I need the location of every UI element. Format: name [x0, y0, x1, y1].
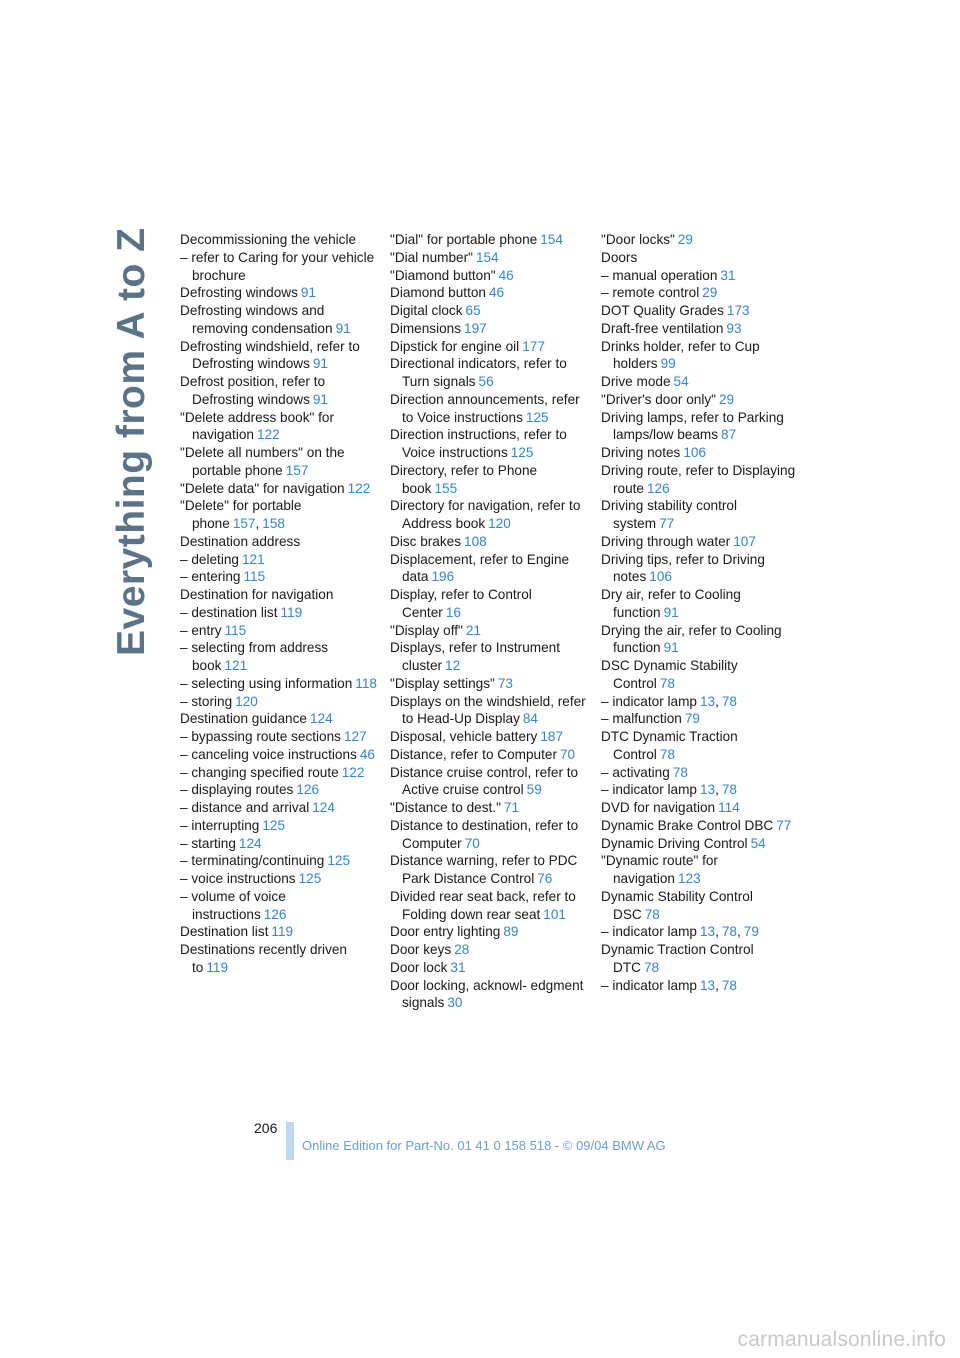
index-entry-text: Dimensions — [390, 320, 462, 336]
index-entry-text: "Delete all numbers" on the portable phone — [180, 445, 345, 478]
page-reference-link[interactable]: 70 — [559, 746, 576, 762]
index-entry-text: Door keys — [390, 942, 452, 957]
index-entry — [180, 817, 380, 835]
index-entry — [390, 355, 590, 391]
page-reference-link[interactable]: 196 — [431, 569, 455, 585]
page-reference-link[interactable]: 79 — [684, 711, 700, 727]
page-reference-link[interactable]: 91 — [663, 640, 679, 656]
index-entry-text: "Delete address book" for navigation — [180, 409, 334, 443]
index-entry — [180, 764, 380, 782]
index-entry-text: – entering — [180, 569, 241, 585]
index-entry-text: Doors — [601, 249, 638, 265]
page-reference-link[interactable]: 123 — [677, 871, 701, 886]
index-entry-text: Dynamic Stability Control DSC — [601, 888, 753, 922]
index-entry — [390, 462, 590, 498]
index-entry-text: – indicator lamp — [601, 693, 697, 709]
page-reference-link[interactable]: 78 — [721, 693, 737, 709]
index-entry — [601, 320, 801, 338]
index-entry — [180, 728, 380, 746]
page-reference-link[interactable]: 154 — [540, 232, 563, 247]
index-entry-text: Driving notes — [601, 445, 681, 460]
index-entry-text: Defrosting windows — [180, 285, 298, 301]
index-entry-text: "Delete data" for navigation — [180, 480, 345, 496]
index-entry-text: Disc brakes — [390, 533, 462, 549]
index-entry-text: Display, refer to Control Center — [390, 587, 532, 620]
index-entry-text: Displays, refer to Instrument cluster — [390, 640, 560, 673]
index-entry-text: – refer to Caring for your vehicle brochure — [180, 249, 375, 283]
page-reference-link[interactable]: 158 — [262, 516, 285, 531]
index-entry — [180, 799, 380, 817]
index-entry-text: Door entry lighting — [390, 924, 501, 940]
page-reference-link[interactable]: 89 — [503, 924, 519, 940]
index-entry: "Delete" for portable phone 157, 158 — [180, 498, 302, 531]
index-entry-text: Destinations recently driven to — [180, 942, 347, 975]
index-entry — [390, 959, 590, 977]
index-entry — [390, 426, 590, 462]
page-reference-link[interactable]: 125 — [525, 409, 549, 425]
page-reference-link[interactable]: 78 — [643, 959, 660, 975]
index-entry-text: "Display off" — [390, 622, 463, 638]
index-entry — [180, 249, 380, 285]
page-reference-link[interactable]: 157 — [232, 516, 256, 531]
page-reference-link[interactable]: 91 — [312, 391, 328, 407]
index-entry — [601, 817, 801, 835]
page-reference-link[interactable]: 121 — [224, 658, 248, 673]
page-reference-link[interactable]: 108 — [464, 533, 487, 549]
index-entry-text: Distance warning, refer to PDC Park Distance Control — [390, 853, 578, 886]
index-entry — [180, 710, 380, 728]
index-entry-text: Decommissioning the vehicle — [180, 232, 357, 247]
index-entry-text: Drinks holder, refer to Cup holders — [601, 338, 760, 372]
index-entry — [180, 373, 380, 409]
page-reference-link[interactable]: 125 — [262, 817, 286, 833]
page-reference-link[interactable]: 91 — [300, 285, 316, 301]
index-entry-text: "Dial" for portable phone — [390, 232, 538, 247]
page-reference-link[interactable]: 124 — [238, 835, 262, 851]
page-reference-link[interactable]: 46 — [359, 746, 375, 762]
page-reference-link[interactable]: 31 — [720, 267, 736, 283]
index-entry — [601, 551, 801, 587]
index-entry — [601, 444, 801, 462]
index-entry — [390, 320, 590, 338]
index-entry — [180, 852, 380, 870]
page-reference-link[interactable]: 157 — [285, 462, 309, 478]
page-reference-link[interactable]: 126 — [296, 782, 320, 798]
index-entry-text: "Display settings" — [390, 675, 495, 691]
index-entry — [180, 622, 380, 640]
index-entry — [180, 604, 380, 622]
index-entry — [390, 533, 590, 551]
index-entry-text: Dynamic Driving Control — [601, 835, 748, 851]
index-entry — [180, 923, 380, 941]
index-entry-text: Driving stability control system — [601, 498, 737, 531]
index-entry-text: Destination for navigation — [180, 587, 334, 602]
index-entry — [390, 675, 590, 693]
page-reference-link[interactable]: 119 — [206, 959, 229, 975]
index-entry — [601, 852, 801, 888]
index-entry — [180, 480, 380, 498]
index-entry-text: Driving route, refer to Displaying route — [601, 462, 796, 496]
index-entry-text: Digital clock — [390, 303, 463, 318]
index-entry — [180, 231, 380, 249]
index-entry — [180, 586, 380, 604]
index-entry — [601, 941, 801, 977]
index-entry-text: Distance cruise control, refer to Active cruise control — [390, 764, 579, 798]
page-reference-link[interactable]: 21 — [465, 622, 481, 638]
page-reference-link[interactable]: 65 — [465, 303, 481, 318]
page-reference-link[interactable]: 73 — [497, 675, 513, 691]
page-reference-link[interactable]: 187 — [540, 729, 564, 744]
index-entry-text: – bypassing route sections — [180, 729, 341, 744]
index-entry — [180, 693, 380, 711]
page-reference-link[interactable]: 122 — [341, 764, 365, 780]
page-reference-link[interactable]: 13 — [699, 924, 716, 940]
page-reference-link[interactable]: 87 — [721, 427, 737, 443]
page-reference-link[interactable]: 78 — [721, 977, 737, 993]
index-entry — [180, 409, 380, 445]
index-entry-text: – activating — [601, 764, 670, 780]
page-reference-link[interactable]: 70 — [464, 835, 480, 851]
page-reference-link[interactable]: 125 — [298, 871, 322, 886]
index-entry: – indicator lamp 13, 78, 79 — [601, 924, 759, 940]
index-entry-text: DSC Dynamic Stability Control — [601, 658, 738, 691]
index-entry — [601, 764, 801, 782]
page-reference-link[interactable]: 91 — [312, 356, 328, 372]
index-entry-text: "Dial number" — [390, 249, 473, 265]
index-entry-text: "Distance to dest." — [390, 800, 501, 815]
index-entry — [390, 923, 590, 941]
index-entry — [601, 462, 801, 498]
index-entry — [180, 551, 380, 569]
index-entry-text: "Diamond button" — [390, 267, 496, 283]
index-entry-text: – deleting — [180, 551, 239, 567]
index-entry — [180, 444, 380, 480]
page-reference-link[interactable]: 30 — [447, 995, 463, 1011]
index-entry — [390, 622, 590, 640]
page-reference-link[interactable]: 177 — [522, 338, 545, 354]
index-entry — [601, 284, 801, 302]
index-entry-text: – entry — [180, 622, 222, 638]
index-entry — [390, 338, 590, 356]
page-reference-link[interactable]: 71 — [503, 800, 520, 815]
index-entry — [180, 533, 380, 551]
index-entry — [180, 835, 380, 853]
page-reference-link[interactable]: 101 — [543, 906, 566, 922]
page-reference-link[interactable]: 78 — [659, 675, 675, 691]
index-entry — [390, 249, 590, 267]
section-side-title: Everything from A to Z — [110, 228, 153, 657]
index-entry-text: Direction announcements, refer to Voice instructions — [390, 391, 580, 425]
page-reference-link[interactable]: 84 — [522, 711, 538, 727]
index-entry-text: – indicator lamp — [601, 782, 697, 798]
index-entry-text: Distance, refer to Computer — [390, 746, 557, 762]
index-entry-text: Directional indicators, refer to Turn signals — [390, 356, 567, 389]
index-entry — [180, 338, 380, 374]
page-reference-link[interactable]: 12 — [445, 658, 461, 673]
index-entry — [390, 764, 590, 800]
page-reference-link[interactable]: 126 — [263, 906, 287, 922]
page-reference-link[interactable]: 91 — [663, 604, 679, 620]
page-reference-link[interactable]: 77 — [659, 516, 675, 531]
index-entry — [390, 817, 590, 853]
index-entry — [601, 657, 801, 693]
page-reference-link[interactable]: 119 — [280, 604, 303, 620]
index-entry — [601, 391, 801, 409]
page-reference-link[interactable]: 78 — [644, 906, 660, 922]
index-entry-text: – destination list — [180, 604, 278, 620]
page-reference-link[interactable]: 59 — [526, 782, 542, 798]
page-reference-link[interactable]: 78 — [659, 746, 675, 762]
page-reference-link[interactable]: 29 — [677, 232, 693, 247]
index-entry — [601, 888, 801, 924]
index-entry-text: Door lock — [390, 959, 448, 975]
index-entry — [390, 267, 590, 285]
index-entry — [390, 302, 590, 320]
page-reference-link[interactable]: 121 — [241, 551, 265, 567]
page-reference-link[interactable]: 13 — [699, 782, 716, 798]
index-entry — [601, 586, 801, 622]
index-entry — [390, 888, 590, 924]
page-reference-link[interactable]: 126 — [646, 480, 670, 496]
index-entry — [601, 835, 801, 853]
page-reference-link[interactable]: 13 — [699, 977, 716, 993]
index-column-3 — [601, 231, 801, 994]
index-entry-text: Door locking, acknowl- edgment signals — [390, 977, 584, 1011]
index-entry-text: Driving tips, refer to Driving notes — [601, 551, 765, 585]
index-entry-text: – storing — [180, 693, 233, 709]
page-reference-link[interactable]: 99 — [660, 356, 676, 372]
index-entry — [601, 497, 801, 533]
index-entry — [390, 693, 590, 729]
index-entry — [180, 781, 380, 799]
page-reference-link[interactable]: 107 — [733, 533, 756, 549]
index-entry — [390, 586, 590, 622]
index-entry-text: – selecting using information — [180, 675, 353, 691]
page-reference-link[interactable]: 120 — [488, 516, 511, 531]
index-entry-text: – indicator lamp — [601, 924, 697, 940]
page-reference-link[interactable]: 155 — [434, 480, 458, 496]
index-entry — [601, 302, 801, 320]
index-column-1 — [180, 231, 380, 977]
page-reference-link[interactable]: 119 — [271, 924, 294, 940]
index-entry — [180, 639, 380, 675]
page-reference-link[interactable]: 118 — [355, 675, 377, 691]
index-entry-text: Destination list — [180, 924, 269, 940]
index-entry — [180, 870, 380, 888]
index-entry-text: – starting — [180, 835, 236, 851]
footer-accent-bar — [286, 1122, 294, 1160]
index-entry-text: "Door locks" — [601, 232, 675, 247]
page-reference-link[interactable]: 127 — [343, 729, 367, 744]
index-column-2 — [390, 231, 590, 1012]
footer-edition-note: Online Edition for Part-No. 01 41 0 158 518 - © 09/04 BMW AG — [302, 1138, 666, 1153]
page-reference-link[interactable]: 56 — [478, 374, 494, 389]
index-entry — [601, 799, 801, 817]
index-entry-text: "Driver's door only" — [601, 391, 716, 407]
page-reference-link[interactable]: 78 — [721, 924, 737, 940]
index-entry — [390, 639, 590, 675]
index-entry — [180, 302, 380, 338]
page-reference-link[interactable]: 120 — [235, 693, 258, 709]
index-entry — [601, 710, 801, 728]
index-entry-text: Directory for navigation, refer to Address book — [390, 498, 581, 531]
index-entry-text: Diamond button — [390, 285, 486, 301]
page-reference-link[interactable]: 46 — [488, 285, 505, 301]
page-reference-link[interactable]: 13 — [699, 693, 716, 709]
index-entry — [601, 338, 801, 374]
index-entry — [180, 746, 380, 764]
page-reference-link[interactable]: 115 — [243, 569, 266, 585]
index-entry: – indicator lamp 13, 78 — [601, 782, 737, 798]
index-entry — [390, 728, 590, 746]
page-reference-link[interactable]: 154 — [475, 249, 499, 265]
index-entry-text: – displaying routes — [180, 782, 294, 798]
index-entry-text: Direction instructions, refer to Voice instructions — [390, 427, 567, 460]
index-entry-text: – selecting from address book — [180, 640, 329, 673]
index-entry-text: Destination address — [180, 533, 301, 549]
page-reference-link[interactable]: 122 — [347, 480, 371, 496]
page-reference-link[interactable]: 91 — [335, 320, 351, 336]
index-entry-text: – changing specified route — [180, 764, 339, 780]
index-entry-text: DTC Dynamic Traction Control — [601, 729, 738, 762]
index-entry: – indicator lamp 13, 78 — [601, 977, 737, 993]
index-entry-text: – manual operation — [601, 267, 718, 283]
page-reference-link[interactable]: 29 — [719, 391, 735, 407]
index-entry — [601, 622, 801, 658]
index-entry-text: Divided rear seat back, refer to Folding down rear seat — [390, 888, 576, 922]
index-entry — [390, 231, 590, 249]
index-entry-text: Defrosting windshield, refer to Defrosting windows — [180, 338, 360, 372]
index-entry-text: Defrosting windows and removing condensation — [180, 303, 333, 336]
page-reference-link[interactable]: 78 — [721, 782, 737, 798]
index-entry-text: – interrupting — [180, 817, 260, 833]
index-entry-text: – indicator lamp — [601, 977, 697, 993]
index-entry-text: Displays on the windshield, refer to Head-Up Display — [390, 693, 586, 727]
index-entry-text: Distance to destination, refer to Computer — [390, 817, 579, 851]
index-entry — [601, 231, 801, 249]
page-reference-link[interactable]: 16 — [445, 604, 461, 620]
index-entry — [390, 746, 590, 764]
index-entry — [180, 284, 380, 302]
page-reference-link[interactable]: 29 — [702, 285, 718, 301]
page-reference-link[interactable]: 114 — [718, 800, 740, 815]
page-reference-link[interactable]: 122 — [256, 427, 280, 443]
index-entry-text: Dry air, refer to Cooling function — [601, 587, 741, 620]
page-reference-link[interactable]: 124 — [309, 711, 333, 727]
index-entry — [180, 568, 380, 586]
page-reference-link[interactable]: 125 — [327, 853, 351, 869]
index-entry-text: Displacement, refer to Engine data — [390, 551, 570, 585]
index-entry-text: Drive mode — [601, 374, 671, 389]
page-reference-link[interactable]: 28 — [454, 942, 470, 957]
page-reference-link[interactable]: 173 — [726, 303, 750, 318]
index-entry-text: Drying the air, refer to Cooling function — [601, 622, 782, 656]
page-reference-link[interactable]: 31 — [450, 959, 466, 975]
index-entry — [601, 409, 801, 445]
index-entry — [390, 497, 590, 533]
index-entry-text: Defrost position, refer to Defrosting windows — [180, 374, 326, 407]
index-entry-text: Disposal, vehicle battery — [390, 729, 538, 744]
page-reference-link[interactable]: 197 — [464, 320, 487, 336]
index-entry-text: – malfunction — [601, 711, 682, 727]
index-entry — [390, 284, 590, 302]
index-entry-text: Driving lamps, refer to Parking lamps/low beams — [601, 409, 784, 443]
index-entry-text: DOT Quality Grades — [601, 303, 724, 318]
index-entry — [180, 888, 380, 924]
index-entry: – indicator lamp 13, 78 — [601, 693, 737, 709]
page-reference-link[interactable]: 54 — [673, 374, 689, 389]
index-entry-text: "Dynamic route" for navigation — [601, 853, 718, 886]
index-entry-text: – remote control — [601, 285, 700, 301]
index-entry — [180, 941, 380, 977]
index-entry-text: – canceling voice instructions — [180, 746, 357, 762]
index-entry-text: Dynamic Traction Control DTC — [601, 942, 754, 975]
page-reference-link[interactable]: 93 — [726, 320, 742, 336]
index-entry — [390, 941, 590, 959]
index-entry-text: Directory, refer to Phone book — [390, 462, 538, 496]
page-reference-link[interactable]: 106 — [649, 569, 672, 585]
index-entry-text: – volume of voice instructions — [180, 888, 286, 922]
index-entry — [390, 852, 590, 888]
page-reference-link[interactable]: 76 — [537, 871, 553, 886]
index-entry — [601, 373, 801, 391]
index-entry-text: Draft-free ventilation — [601, 320, 724, 336]
index-entry-text: Driving through water — [601, 533, 731, 549]
page-reference-link[interactable]: 77 — [776, 817, 792, 833]
index-entry-text: – distance and arrival — [180, 800, 310, 815]
page-reference-link[interactable]: 106 — [683, 445, 707, 460]
page-number: 206 — [254, 1120, 278, 1136]
index-entry-text: Destination guidance — [180, 711, 307, 727]
page-reference-link[interactable]: 125 — [510, 445, 534, 460]
index-entry-text: DVD for navigation — [601, 800, 716, 815]
index-entry-text: – voice instructions — [180, 871, 296, 886]
index-entry — [390, 799, 590, 817]
index-entry-text: "Delete" for portable phone — [180, 498, 302, 531]
index-entry — [601, 249, 801, 267]
index-entry-text: Dynamic Brake Control DBC — [601, 817, 774, 833]
index-entry — [390, 977, 590, 1013]
index-entry — [601, 267, 801, 285]
page-reference-link[interactable]: 78 — [672, 764, 688, 780]
page-reference-link[interactable]: 115 — [224, 622, 247, 638]
page-reference-link[interactable]: 54 — [750, 835, 766, 851]
page-reference-link[interactable]: 46 — [498, 267, 514, 283]
index-entry — [390, 551, 590, 587]
index-entry-text: Dipstick for engine oil — [390, 338, 520, 354]
page-reference-link[interactable]: 124 — [312, 800, 335, 815]
index-entry — [601, 533, 801, 551]
index-entry — [390, 391, 590, 427]
index-entry-text: – terminating/continuing — [180, 853, 325, 869]
index-entry — [180, 675, 380, 693]
page-reference-link[interactable]: 79 — [743, 924, 759, 940]
site-watermark: carmanualsonline.info — [737, 1328, 946, 1351]
index-entry — [601, 728, 801, 764]
